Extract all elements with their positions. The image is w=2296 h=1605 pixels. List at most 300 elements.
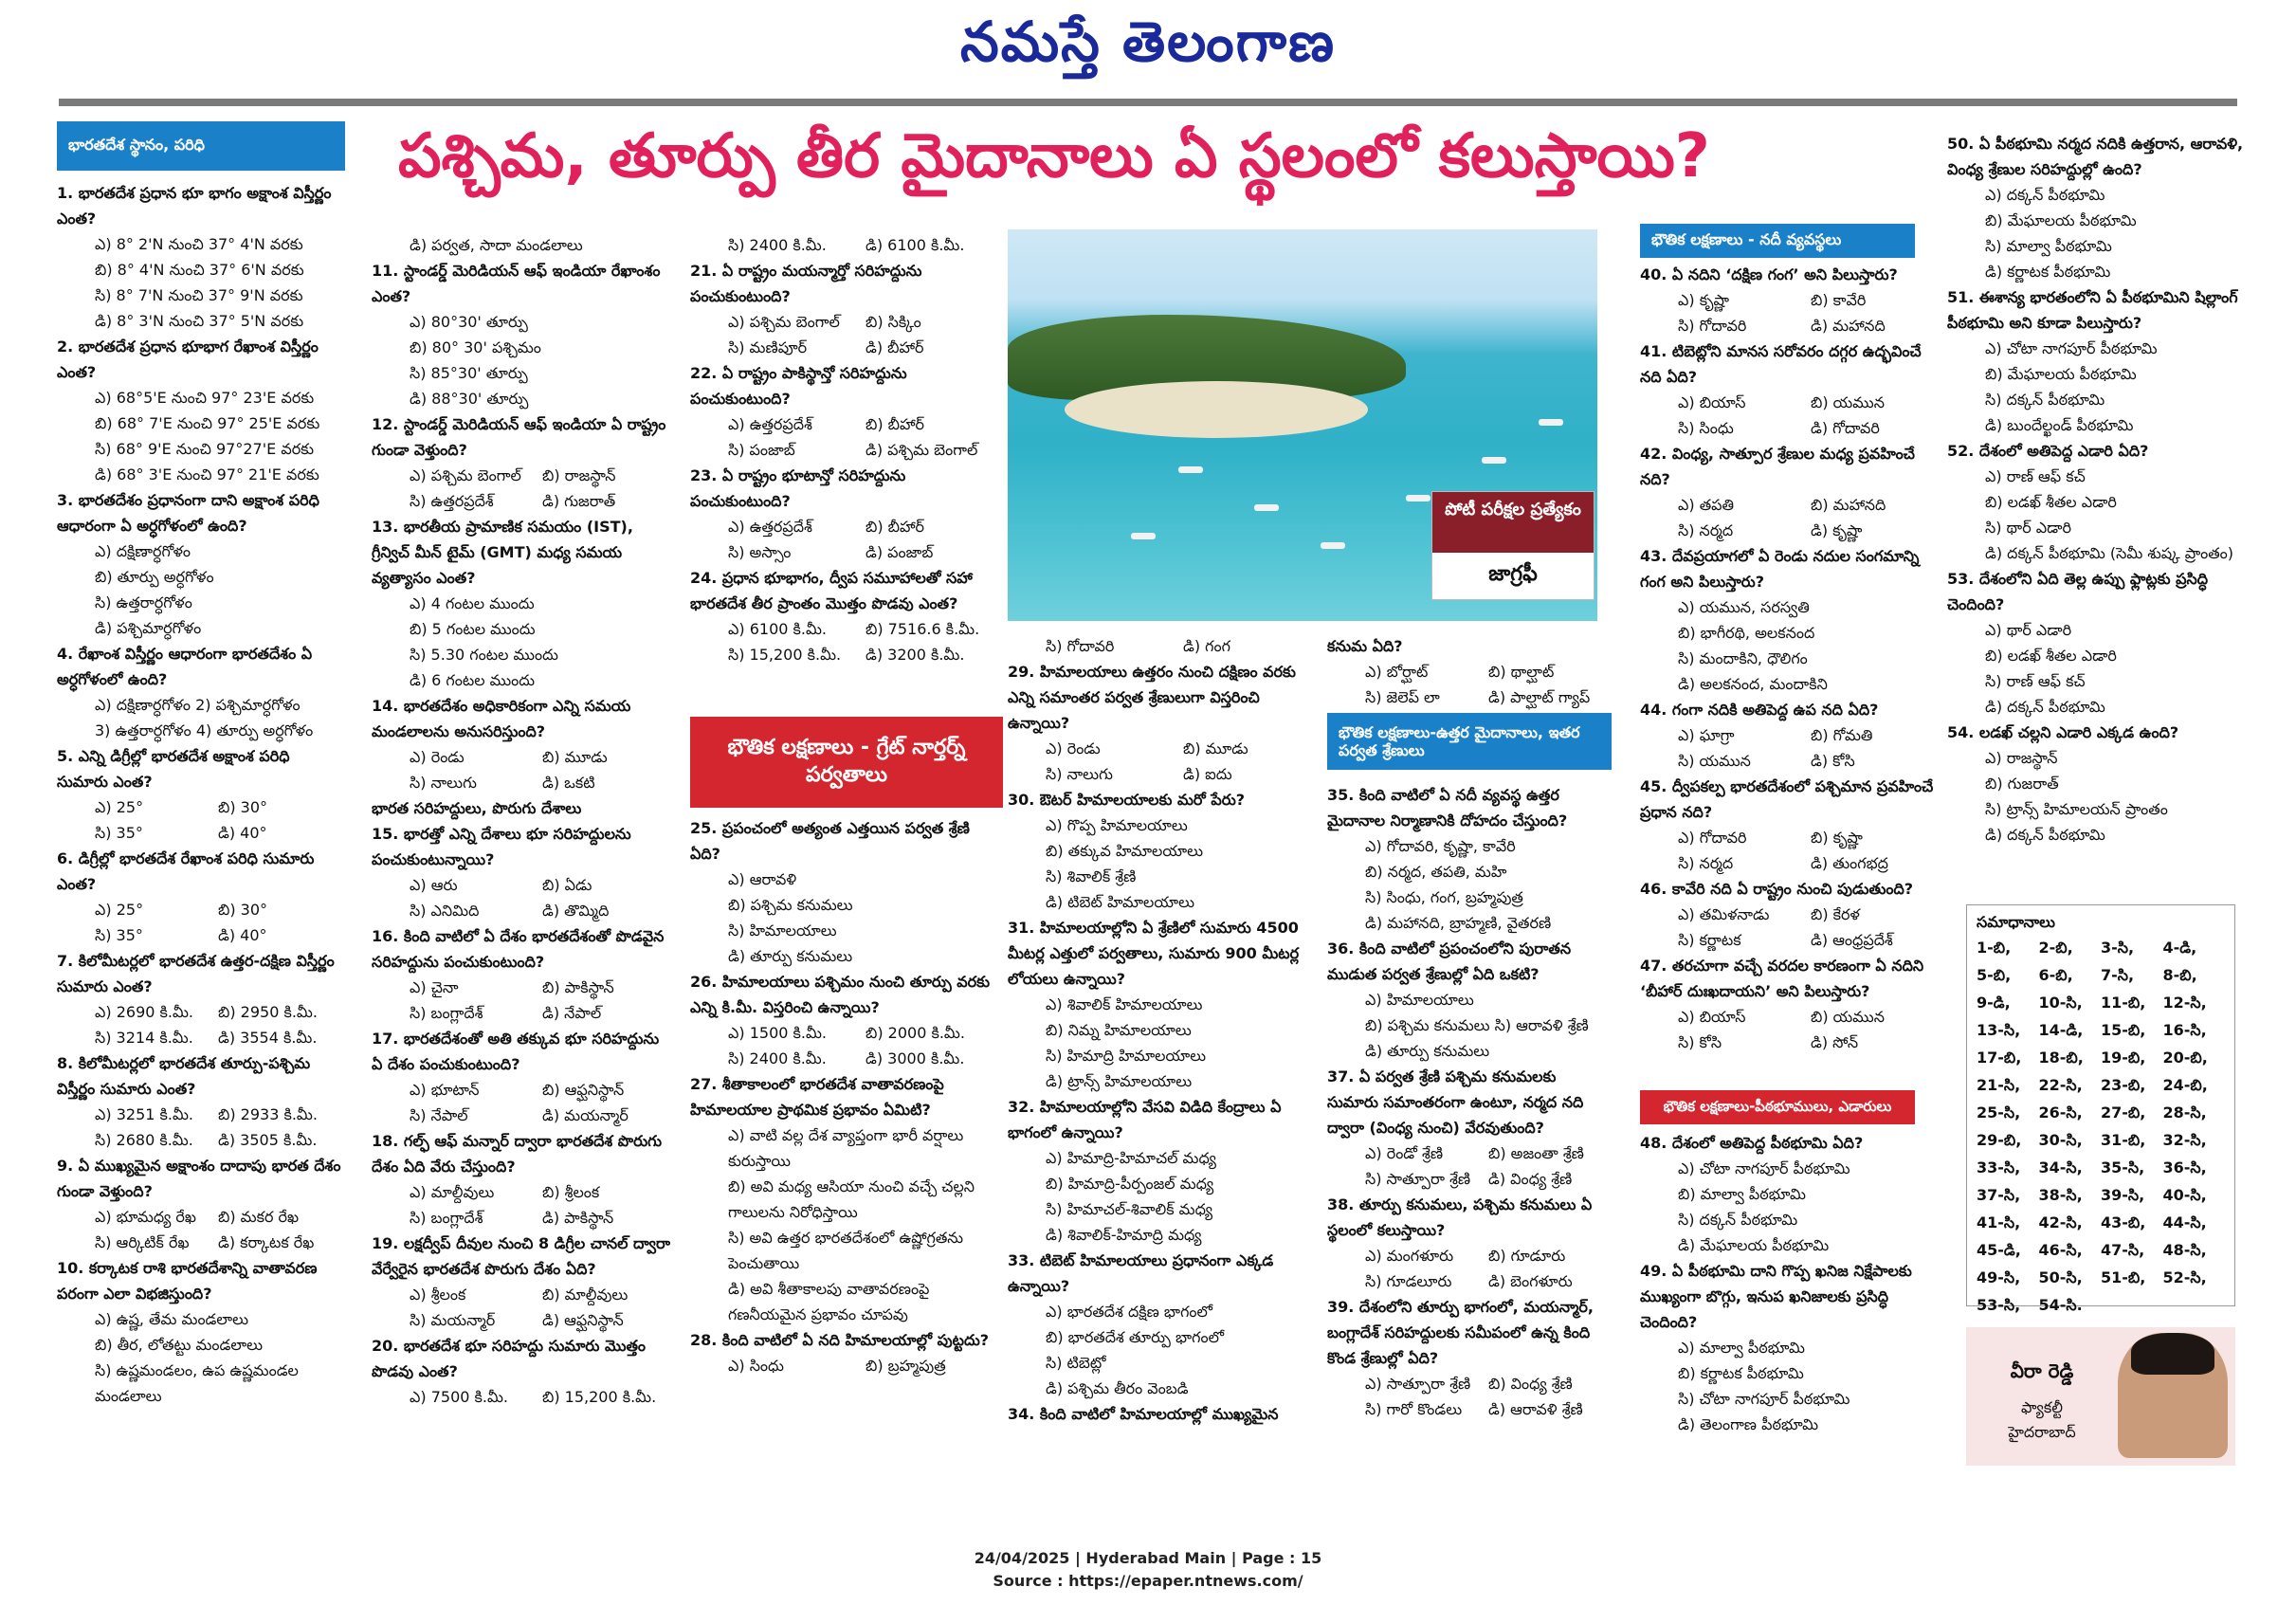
question-text: భారతదేశ ప్రధాన భూ భాగం అక్షాంశ విస్తీర్ణం ఎంత? xyxy=(57,184,332,228)
question-number: 36. xyxy=(1327,939,1359,958)
question-text: దేవప్రయాగలో ఏ రెండు నదుల సంగమాన్ని గంగ అని పిలుస్తారు? xyxy=(1640,547,1920,591)
answer-key-entry: 12-సి, xyxy=(2162,994,2207,1012)
answer-option: సి) హిమాలయాలు xyxy=(728,921,837,939)
answer-option: బి) శ్రీలంక xyxy=(542,1183,600,1201)
answer-key-entry: 45-డి, xyxy=(1977,1241,2021,1259)
answer-option-row xyxy=(1365,1166,1612,1192)
answer-option: ఎ) బియాస్ xyxy=(1678,393,1746,411)
answer-key-entry: 54-సి. xyxy=(2038,1296,2083,1314)
answer-key-entry: 20-బి, xyxy=(2162,1049,2208,1067)
answer-option: ఎ) 25° xyxy=(95,798,144,816)
page-footer xyxy=(0,1547,2296,1593)
answer-option: ఎ) రెండు xyxy=(1046,739,1101,757)
answer-option: సి) 15,200 కి.మీ. xyxy=(728,646,842,664)
answer-option: ఎ) సాత్పూరా శ్రేణి xyxy=(1365,1375,1471,1393)
answer-option-row xyxy=(728,616,1003,642)
question-item xyxy=(1947,284,2250,336)
answer-option: డి) బుందేల్ఖండ్ పీఠభూమి xyxy=(1985,416,2134,434)
question-item xyxy=(1640,543,1943,594)
question-text: గంగా నదికి అతిపెద్ద ఉప నది ఏది? xyxy=(1671,701,1879,719)
question-text: లక్షద్వీప్ దీవుల నుంచి 8 డిగ్రీల చానల్ ద్వారా వేర్వేరైన భారతదేశ పొరుగు దేశం ఏది? xyxy=(372,1234,671,1278)
question-item xyxy=(1947,438,2250,464)
answer-option: సి) 2680 కి.మీ. xyxy=(95,1131,193,1149)
boat-icon xyxy=(1406,495,1430,502)
question-item xyxy=(1947,131,2250,182)
footer-source[interactable]: Source : https://epaper.ntnews.com/ xyxy=(993,1572,1303,1590)
question-item xyxy=(57,487,341,538)
answer-key-entry: 13-సి, xyxy=(1977,1021,2021,1039)
question-item xyxy=(372,1333,675,1384)
answer-option: బి) భాగీరథి, అలకనంద xyxy=(1678,624,1815,642)
answer-option: సి) మందాకిని, ధౌలిగం xyxy=(1678,649,1808,667)
answer-option: బి) భారతదేశ తూర్పు భాగంలో xyxy=(1046,1328,1225,1346)
answer-option: బి) మేఘాలయ పీఠభూమి xyxy=(1985,211,2137,229)
question-item xyxy=(372,821,675,872)
answer-option: సి) 8° 7'N నుంచి 37° 9'N వరకు xyxy=(95,286,303,304)
answer-option-row xyxy=(95,820,341,846)
question-text: తూర్పు కనుమలు, పశ్చిమ కనుమలు ఏ స్థలంలో కలుస్తాయి? xyxy=(1327,1195,1593,1239)
question-number: 40. xyxy=(1640,265,1672,283)
answer-option-row xyxy=(1365,1140,1612,1166)
answer-option: ఎ) రెండో శ్రేణి xyxy=(1365,1144,1444,1162)
answer-key-entry: 19-బి, xyxy=(2101,1049,2146,1067)
author-name: వీరా రెడ్డి xyxy=(2010,1359,2074,1382)
answer-option: సి) 35° xyxy=(95,926,143,944)
answer-key-entry: 32-సి, xyxy=(2162,1131,2207,1149)
answer-option: డి) దక్కన్ పీఠభూమి xyxy=(1985,826,2105,844)
question-item xyxy=(1640,338,1943,390)
question-item xyxy=(57,846,341,897)
question-item xyxy=(690,565,1003,616)
answer-key-entry: 46-సి, xyxy=(2038,1241,2083,1259)
question-item xyxy=(1008,787,1321,812)
question-text: వింధ్య, సాత్పూర శ్రేణుల మధ్య ప్రవహించే నది? xyxy=(1640,445,1915,488)
question-text: ఏ ముఖ్యమైన అక్షాంశం దాదాపు భారత దేశం గుండా వెళ్తుంది? xyxy=(57,1157,341,1200)
answer-option: ఎ) శివాలిక్ హిమాలయాలు xyxy=(1046,995,1203,1013)
question-number: 6. xyxy=(57,849,79,867)
answer-option: సి) గోదావరి xyxy=(1046,637,1115,655)
answer-option: ఎ) చోటా నాగపూర్ పీఠభూమి xyxy=(1678,1159,1850,1177)
answer-option: సి) హిమాచల్-శివాలిక్ మధ్య xyxy=(1046,1200,1213,1218)
answer-option: ఎ) దక్షిణార్ధగోళం 2) పశ్చిమార్ధగోళం xyxy=(95,696,301,714)
answer-key-entry: 25-సి, xyxy=(1977,1103,2021,1122)
answer-option: డి) ఐదు xyxy=(1183,765,1232,783)
answer-option: ఎ) ఆరావళి xyxy=(728,870,797,888)
answer-option: డి) 40° xyxy=(218,824,267,842)
question-text: కింది వాటిలో ఏ నదీ వ్యవస్థ ఉత్తర మైదానాల నిర్మాణానికి దోహదం చేస్తుంది? xyxy=(1327,786,1568,830)
boat-icon xyxy=(1178,466,1203,473)
answer-option: బి) హిమాద్రి-పీర్పంజల్ మధ్య xyxy=(1046,1175,1214,1193)
question-item xyxy=(1640,262,1943,287)
answer-option-row xyxy=(728,514,1003,539)
question-text: ఔటర్ హిమాలయాలకు మరో పేరు? xyxy=(1039,791,1246,809)
answer-option: ఎ) దక్షిణార్ధగోళం xyxy=(95,542,191,560)
author-role xyxy=(1976,1395,2108,1445)
question-number: 4. xyxy=(57,645,79,663)
special-badge xyxy=(1431,491,1594,600)
question-text: ఏ రాష్ట్రం మయన్మార్తో సరిహద్దును పంచుకుంటుంది? xyxy=(690,262,922,305)
answer-option: ఎ) వాటి వల్ల దేశ వ్యాప్తంగా భారీ వర్షాలు కురుస్తాయి xyxy=(728,1126,964,1170)
answer-option-row xyxy=(410,463,675,488)
question-text: రేఖాంశ విస్తీర్ణం ఆధారంగా భారతదేశం ఏ అర్ధగోళంలో ఉంది? xyxy=(57,645,313,688)
answer-option: బి) తక్కువ హిమాలయాలు xyxy=(1046,842,1203,860)
answer-option-row xyxy=(1046,736,1321,761)
answer-option-row xyxy=(95,922,341,948)
section-heading-rivers: భౌతిక లక్షణాలు - నదీ వ్యవస్థలు xyxy=(1640,224,1915,258)
answer-option: సి) సింధు, గంగ, బ్రహ్మపుత్ర xyxy=(1365,888,1523,906)
answer-option-row xyxy=(410,898,675,923)
answer-option: సి) గూడలూరు xyxy=(1365,1272,1452,1290)
answer-option: ఎ) యమున, సరస్వతి xyxy=(1678,598,1810,616)
answer-option-row xyxy=(410,488,675,514)
question-column-6b xyxy=(1640,1130,1943,1437)
answer-option: బి) సిక్కిం xyxy=(866,313,921,331)
answer-option: బి) లడఖ్ శీతల ఎడారి xyxy=(1985,493,2117,511)
answer-option: ఎ) భారతదేశ దక్షిణ భాగంలో xyxy=(1046,1303,1212,1321)
answer-option: ఎ) పశ్చిమ బెంగాల్ xyxy=(728,313,840,331)
answer-option-row xyxy=(95,1102,341,1127)
answer-option: ఎ) బోర్ఘాట్ xyxy=(1365,663,1429,681)
answer-option: సి) నాలుగు xyxy=(410,774,477,792)
answer-option: ఎ) చైనా xyxy=(410,978,459,996)
question-text: భారతదేశం ప్రధానంగా దాని అక్షాంశ పరిధి ఆధారంగా ఏ అర్ధగోళంలో ఉంది? xyxy=(57,491,319,535)
answer-option: బి) మాల్దీవులు xyxy=(542,1286,629,1304)
answer-option: డి) 3505 కి.మీ. xyxy=(218,1131,318,1149)
question-item xyxy=(1640,774,1943,825)
question-number: 10. xyxy=(57,1259,89,1277)
question-number: 31. xyxy=(1008,919,1040,937)
answer-option: బి) బీహార్ xyxy=(866,518,925,536)
question-item xyxy=(1327,782,1612,833)
question-number: 50. xyxy=(1947,135,1979,153)
answer-option: ఎ) ఘాగ్రా xyxy=(1678,726,1735,744)
section-heading-location: భారతదేశ స్థానం, పరిధి xyxy=(57,121,345,171)
question-number: 1. xyxy=(57,184,79,202)
answer-option: సి) రాణ్ ఆఫ్ కచ్ xyxy=(1985,672,2086,690)
answer-option: ఎ) ఉత్తరప్రదేశ్ xyxy=(728,518,812,536)
question-item xyxy=(1327,936,1612,987)
answer-option: సి) అస్సాం xyxy=(728,543,792,561)
answer-key-entry: 35-సి, xyxy=(2101,1158,2145,1176)
answer-option-row xyxy=(1678,518,1943,543)
answer-option: ఎ) 68°5'E నుంచి 97° 23'E వరకు xyxy=(95,389,315,407)
question-item xyxy=(372,693,675,744)
question-item xyxy=(57,743,341,794)
answer-option: బి) కావేరి xyxy=(1811,291,1867,309)
question-number: 35. xyxy=(1327,786,1359,804)
question-item xyxy=(1008,1401,1321,1427)
answer-option: డి) కర్ణాటక పీఠభూమి xyxy=(1985,263,2111,281)
answer-key-entry: 36-సి, xyxy=(2162,1158,2207,1176)
answer-key-entry: 6-బి, xyxy=(2038,966,2073,984)
answer-option-row xyxy=(410,1077,675,1103)
question-number: 21. xyxy=(690,262,722,280)
answer-option: బి) వింధ్య శ్రేణి xyxy=(1488,1375,1573,1393)
section-heading-plateaus: భౌతిక లక్షణాలు-పీఠభూములు, ఎడారులు xyxy=(1640,1090,1915,1124)
question-item xyxy=(57,1153,341,1204)
answer-option-row xyxy=(95,794,341,820)
answer-option: డి) మేఘాలయ పీఠభూమి xyxy=(1678,1236,1830,1254)
question-number: 19. xyxy=(372,1234,404,1252)
answer-option: సి) కోసి xyxy=(1678,1033,1722,1051)
answer-option: ఎ) 6100 కి.మీ. xyxy=(728,620,827,638)
question-item xyxy=(690,815,1003,866)
answer-key-entry: 48-సి, xyxy=(2162,1241,2207,1259)
answer-option: ఎ) గొప్ప హిమాలయాలు xyxy=(1046,816,1188,834)
answer-option: బి) పాకిస్థాన్ xyxy=(542,978,614,996)
answer-option-row xyxy=(1678,1030,1943,1055)
question-item xyxy=(690,1071,1003,1122)
answer-option: డి) తొమ్మిది xyxy=(542,902,610,920)
answer-option: సి) 2400 కి.మీ. xyxy=(728,1049,827,1067)
question-item xyxy=(1327,1064,1612,1140)
answer-key-entry: 29-బి, xyxy=(1977,1131,2022,1149)
answer-option: డి) 8° 3'N నుంచి 37° 5'N వరకు xyxy=(95,312,304,330)
answer-option: ఎ) హిమాద్రి-హిమాచల్ మధ్య xyxy=(1046,1149,1216,1167)
answer-option-row xyxy=(410,1282,675,1307)
answer-option: ఎ) 3251 కి.మీ. xyxy=(95,1105,193,1123)
question-column-4 xyxy=(1008,633,1321,1427)
question-item xyxy=(372,923,675,975)
question-item xyxy=(1640,1258,1943,1335)
answer-key-entry: 15-బి, xyxy=(2101,1021,2146,1039)
answer-key-entry: 43-బి, xyxy=(2101,1213,2146,1231)
boat-icon xyxy=(1321,542,1345,549)
answer-key-entry: 40-సి, xyxy=(2162,1186,2207,1204)
answer-option-row xyxy=(410,744,675,770)
section-heading-mountains: భౌతిక లక్షణాలు - గ్రేట్ నార్తర్న్ పర్వతాలు xyxy=(690,717,1003,808)
answer-option: సి) మయన్మార్ xyxy=(410,1311,496,1329)
answer-option: డి) పశ్చిమార్ధగోళం xyxy=(95,619,202,637)
boat-icon xyxy=(1254,504,1279,511)
answer-key-entry: 22-సి, xyxy=(2038,1076,2083,1094)
answer-option: ఎ) శ్రీలంక xyxy=(410,1286,466,1304)
question-text: కింది వాటిలో ఏ దేశం భారతదేశంతో పొడవైన సరిహద్దును పంచుకుంటుంది? xyxy=(372,927,665,971)
answer-option-row xyxy=(728,411,1003,437)
answer-option: డి) కోసి xyxy=(1811,752,1855,770)
answer-option: ఎ) మాల్దీవులు xyxy=(410,1183,495,1201)
question-column-2 xyxy=(372,232,675,1410)
answer-option: సి) హిమాద్రి హిమాలయాలు xyxy=(1046,1047,1207,1065)
question-item xyxy=(372,258,675,309)
question-text: దేశంలోని ఏది తెల్ల ఉప్పు ఫ్లాట్లకు ప్రసిద్ధి చెందింది? xyxy=(1947,570,2209,613)
question-number: 27. xyxy=(690,1075,722,1093)
answer-option: బి) 15,200 కి.మీ. xyxy=(542,1388,657,1406)
answer-option: డి) పర్వత, సాదా మండలాలు xyxy=(410,236,583,254)
answer-option-row xyxy=(1365,684,1612,710)
answer-option: ఎ) 8° 2'N నుంచి 37° 4'N వరకు xyxy=(95,235,303,253)
newspaper-logo: నమస్తే తెలంగాణ xyxy=(960,9,1336,74)
answer-option: సి) థార్ ఎడారి xyxy=(1985,519,2071,537)
answer-option: ఎ) రాణ్ ఆఫ్ కచ్ xyxy=(1985,467,2086,485)
answer-key-entry: 34-సి, xyxy=(2038,1158,2083,1176)
answer-key-entry: 10-సి, xyxy=(2038,994,2083,1012)
answer-option: డి) పశ్చిమ తీరం వెంబడి xyxy=(1046,1379,1189,1397)
answer-option: ఎ) గోదావరి, కృష్ణా, కావేరి xyxy=(1365,837,1516,855)
answer-option: సి) 68° 9'E నుంచి 97°27'E వరకు xyxy=(95,440,315,458)
answer-option: బి) 2000 కి.మీ. xyxy=(866,1024,965,1042)
answer-option: బి) బీహార్ xyxy=(866,415,925,433)
answer-option: ఎ) 25° xyxy=(95,901,144,919)
answer-option-row xyxy=(95,1204,341,1230)
question-text: హిమాలయాలు పశ్చిమం నుంచి తూర్పు వరకు ఎన్ని కి.మీ. విస్తరించి ఉన్నాయి? xyxy=(690,973,991,1016)
answer-option: సి) 35° xyxy=(95,824,143,842)
answer-option: బి) అజంతా శ్రేణి xyxy=(1488,1144,1584,1162)
question-text: భారత సరిహద్దులు, పొరుగు దేశాలు xyxy=(372,799,582,817)
question-number: 18. xyxy=(372,1132,404,1150)
question-item xyxy=(1640,876,1943,902)
answer-option: ఎ) హిమాలయాలు xyxy=(1365,991,1474,1009)
answer-option: బి) రాజస్థాన్ xyxy=(542,466,616,484)
answer-option: ఎ) 2690 కి.మీ. xyxy=(95,1003,193,1021)
answer-option: సి) జెలెప్ లా xyxy=(1365,688,1440,706)
answer-option: డి) తూర్పు కనుమలు xyxy=(1365,1042,1490,1060)
answer-option: సి) ఎనిమిది xyxy=(410,902,480,920)
answer-option: డి) కర్కాటక రేఖ xyxy=(218,1233,315,1251)
answer-key-entry: 16-సి, xyxy=(2162,1021,2207,1039)
question-text: కిలోమీటర్లలో భారతదేశ తూర్పు-పశ్చిమ విస్తీర్ణం సుమారు ఎంత? xyxy=(57,1054,311,1098)
page-headline: పశ్చిమ, తూర్పు తీర మైదానాలు ఏ స్థలంలో కలుస్తాయి? xyxy=(398,121,1710,192)
answer-key-entry: 49-సి, xyxy=(1977,1268,2021,1286)
author-role-title: ఫ్యాకల్టీ xyxy=(2021,1398,2063,1416)
answer-option-row xyxy=(1678,287,1943,313)
answer-option-row xyxy=(728,1353,1003,1378)
question-text: తరచూగా వచ్చే వరదల కారణంగా ఏ నదిని ‘బీహార్ దుఃఖదాయని’ అని పిలుస్తారు? xyxy=(1640,957,1924,1000)
question-number: 30. xyxy=(1008,791,1040,809)
answer-option-row xyxy=(1046,633,1321,659)
answer-option-row xyxy=(1678,492,1943,518)
answer-option-row xyxy=(1678,1004,1943,1030)
answer-key-entry: 33-సి, xyxy=(1977,1158,2021,1176)
answer-option: సి) నర్మద xyxy=(1678,521,1734,539)
answer-option-row xyxy=(1046,761,1321,787)
answer-option: ఎ) చోటా నాగపూర్ పీఠభూమి xyxy=(1985,339,2158,357)
question-item xyxy=(372,411,675,463)
answer-option: సి) చోటా నాగపూర్ పీఠభూమి xyxy=(1678,1390,1850,1408)
answer-key-entry: 8-బి, xyxy=(2162,966,2197,984)
question-item xyxy=(57,180,341,231)
answer-option-row xyxy=(1678,825,1943,850)
answer-option: సి) 5.30 గంటల ముందు xyxy=(410,646,558,664)
answer-option: ఎ) తపతి xyxy=(1678,496,1735,514)
answer-key-entry: 28-సి, xyxy=(2162,1103,2207,1122)
question-item xyxy=(690,463,1003,514)
answer-option: సి) నేపాల్ xyxy=(410,1106,468,1124)
author-location: హైదరాబాద్ xyxy=(2008,1423,2076,1441)
answer-option: డి) ఆంధ్రప్రదేశ్ xyxy=(1811,931,1893,949)
answer-option: సి) సింధు xyxy=(1678,419,1734,437)
answer-key-entry: 4-డి, xyxy=(2162,939,2197,957)
answer-key-entry: 14-డి, xyxy=(2038,1021,2084,1039)
answer-option: ఎ) తమిళనాడు xyxy=(1678,905,1770,923)
question-number: 14. xyxy=(372,697,404,715)
question-number: 44. xyxy=(1640,701,1672,719)
answer-option: బి) అవి మధ్య ఆసియా నుంచి వచ్చే చల్లని గాలులను నిరోధిస్తాయి xyxy=(728,1177,975,1221)
question-text: హిమాలయాల్లోని ఏ శ్రేణిలో సుమారు 4500 మీటర్ల ఎత్తులో పర్వతాలు, సుమారు 900 మీటర్ల లోయలు ఉన్నాయి? xyxy=(1008,919,1300,988)
answer-option: బి) యమున xyxy=(1811,393,1885,411)
answer-option: డి) 6100 కి.మీ. xyxy=(866,236,965,254)
answer-key-entry: 53-సి, xyxy=(1977,1296,2021,1314)
question-text: స్టాండర్డ్ మెరిడియన్ ఆఫ్ ఇండియా ఏ రాష్ట్రం గుండా వెళ్తుంది? xyxy=(372,415,666,459)
question-item xyxy=(1008,1248,1321,1299)
answer-option-row xyxy=(95,897,341,922)
masthead xyxy=(0,0,2296,91)
question-text: గల్ఫ్ ఆఫ్ మన్నార్ ద్వారా భారతదేశ పొరుగు దేశం ఏది వేరు చేస్తుంది? xyxy=(372,1132,662,1176)
answer-option-row xyxy=(728,1020,1003,1046)
answer-option: బి) కర్ణాటక పీఠభూమి xyxy=(1678,1364,1804,1382)
answer-option: డి) వింధ్య శ్రేణి xyxy=(1488,1170,1573,1188)
question-text: కింది వాటిలో హిమాలయాల్లో ముఖ్యమైన xyxy=(1039,1405,1279,1423)
answer-option: డి) మహానది, బ్రాహ్మణి, వైతరణి xyxy=(1365,914,1552,932)
question-number: 38. xyxy=(1327,1195,1359,1213)
answer-option: బి) మూడు xyxy=(1183,739,1248,757)
answer-key-entry: 23-బి, xyxy=(2101,1076,2146,1094)
answer-option: బి) ఏడు xyxy=(542,876,592,894)
answer-option: సి) శివాలిక్ శ్రేణి xyxy=(1046,867,1137,885)
answer-option: బి) బ్రహ్మపుత్ర xyxy=(866,1357,946,1375)
question-text: ఏ నదిని ‘దక్షిణ గంగ’ అని పిలుస్తారు? xyxy=(1671,265,1898,283)
answer-option: డి) అవి శీతాకాలపు వాతావరణంపై గణనీయమైన ప్రభావం చూపవు xyxy=(728,1280,930,1323)
question-number: 32. xyxy=(1008,1098,1040,1116)
answer-option-row xyxy=(1365,1396,1612,1422)
answer-option: ఎ) 80°30' తూర్పు xyxy=(410,313,528,331)
answer-option: డి) ఆఫ్ఘనిస్థాన్ xyxy=(542,1311,624,1329)
answer-option-row xyxy=(728,232,1003,258)
answer-option: బి) 8° 4'N నుంచి 37° 6'N వరకు xyxy=(95,261,304,279)
answer-option: సి) బంగ్లాదేశ్ xyxy=(410,1004,483,1022)
answer-option: బి) 5 గంటల ముందు xyxy=(410,620,536,638)
question-text: స్టాండర్డ్ మెరిడియన్ ఆఫ్ ఇండియా రేఖాంశం ఎంత? xyxy=(372,262,661,305)
answer-option-row xyxy=(1678,313,1943,338)
question-number: 7. xyxy=(57,952,79,970)
answer-option: డి) 3200 కి.మీ. xyxy=(866,646,965,664)
answer-option-row xyxy=(95,999,341,1025)
answer-option: డి) తుంగభద్ర xyxy=(1811,854,1888,872)
boat-icon xyxy=(1539,419,1563,426)
question-number: 52. xyxy=(1947,442,1979,460)
answer-option-row xyxy=(728,539,1003,565)
badge-subject: జాగ్రఫీ xyxy=(1488,562,1538,586)
question-text: భారతీయ ప్రామాణిక సమయం (IST), గ్రీన్విచ్ మీన్ టైమ్ (GMT) మధ్య సమయ వ్యత్యాసం ఎంత? xyxy=(372,518,633,587)
answer-option: బి) గోమతి xyxy=(1811,726,1873,744)
answer-option: సి) నర్మద xyxy=(1678,854,1734,872)
answer-option: సి) మాల్వా పీఠభూమి xyxy=(1985,237,2112,255)
answer-option: సి) దక్కన్ పీఠభూమి xyxy=(1985,391,2105,409)
answer-option: సి) కర్ణాటక xyxy=(1678,931,1741,949)
answer-option-row xyxy=(1678,415,1943,441)
boat-icon xyxy=(1482,457,1506,464)
question-text: ఎన్ని డిగ్రీల్లో భారతదేశ అక్షాంశ పరిధి సుమారు ఎంత? xyxy=(57,747,290,791)
answer-option: ఎ) కృష్ణా xyxy=(1678,291,1729,309)
answer-key-entry: 37-సి, xyxy=(1977,1186,2021,1204)
answer-option-row xyxy=(728,309,1003,335)
answer-option: డి) ఒకటి xyxy=(542,774,595,792)
question-item xyxy=(57,334,341,385)
question-number: 29. xyxy=(1008,663,1040,681)
question-text: లడఖ్ చల్లని ఎడారి ఎక్కడ ఉంది? xyxy=(1978,723,2179,741)
answer-option: బి) గూడూరు xyxy=(1488,1247,1566,1265)
answer-option: సి) బంగ్లాదేశ్ xyxy=(410,1209,483,1227)
question-item xyxy=(1947,720,2250,745)
question-number: 17. xyxy=(372,1030,404,1048)
question-text: కింది వాటిలో ఏ నది హిమాలయాల్లో పుట్టదు? xyxy=(721,1331,990,1349)
answer-option-row xyxy=(410,975,675,1000)
answer-option-row xyxy=(95,1025,341,1050)
question-text: భారతదేశం అధికారికంగా ఎన్ని సమయ మండలాలను అనుసరిస్తుంది? xyxy=(372,697,631,740)
answer-option: సి) 2400 కి.మీ. xyxy=(728,236,827,254)
answer-key-entry: 47-సి, xyxy=(2101,1241,2145,1259)
answer-option: ఎ) బియాస్ xyxy=(1678,1008,1746,1026)
